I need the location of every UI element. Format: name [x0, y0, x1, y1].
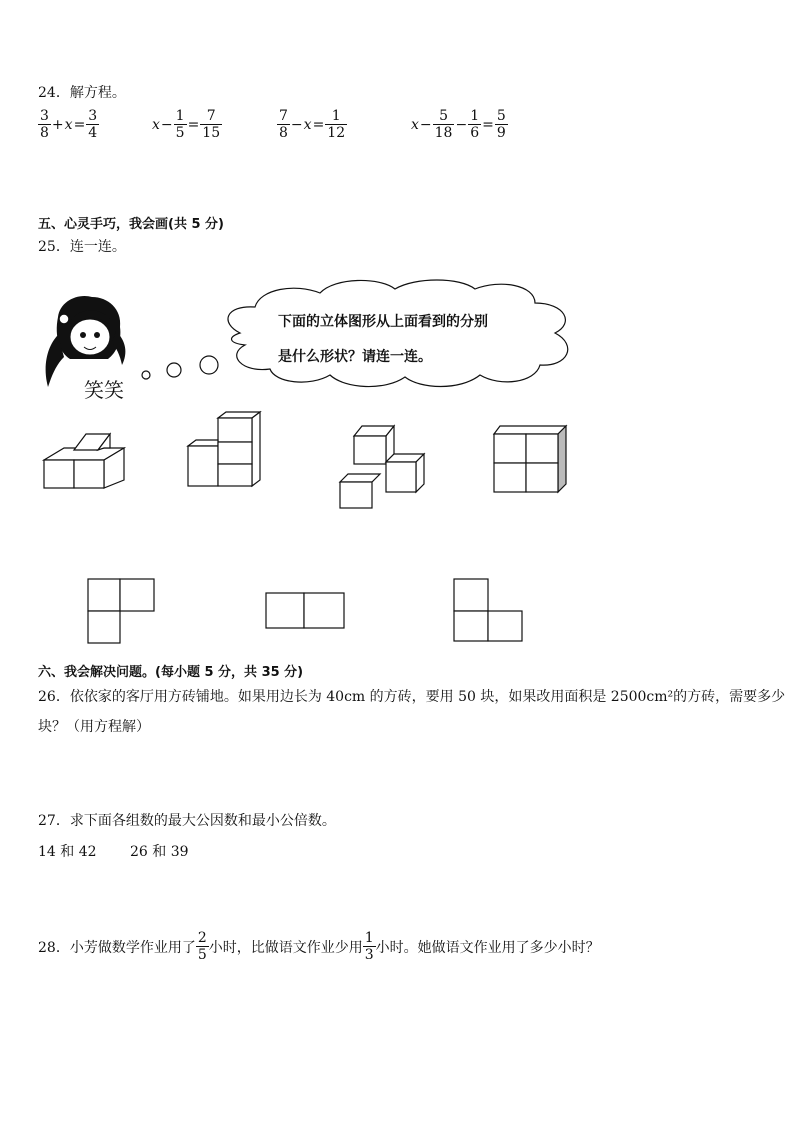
fraction: $\frac{1}{5}$	[175, 108, 185, 141]
fraction: $\frac{1}{12}$	[327, 108, 346, 141]
top-view-1	[88, 579, 154, 643]
character-name: 笑笑	[84, 378, 124, 402]
q28-text: 小时。她做语文作业用了多少小时？	[375, 939, 600, 956]
q28-text: 小时，比做语文作业少用	[208, 939, 363, 956]
bubble-line-1: 下面的立体图形从上面看到的分别	[278, 314, 488, 330]
fraction: $\frac{1}{3}$	[364, 930, 374, 963]
q26-line-2: 块？（用方程解）	[38, 719, 150, 735]
thought-dot	[167, 363, 181, 377]
equation-2: x − $\frac{1}{5}$ = $\frac{7}{15}$	[152, 108, 221, 141]
top-view-2	[266, 593, 344, 628]
q27-group-2: 26 和 39	[130, 844, 189, 860]
solid-2	[188, 412, 260, 486]
q28-question	[38, 930, 600, 963]
fraction: $\frac{2}{5}$	[197, 930, 207, 963]
bubble-line-2: 是什么形状？请连一连。	[278, 349, 432, 365]
fraction: $\frac{1}{6}$	[470, 108, 480, 141]
top-view-3	[454, 579, 522, 641]
thought-dot	[142, 371, 150, 379]
fraction: $\frac{5}{9}$	[496, 108, 506, 141]
q27-title: 27．求下面各组数的最大公因数和最小公倍数。	[38, 813, 336, 829]
solid-4	[494, 426, 566, 492]
fraction: $\frac{5}{18}$	[434, 108, 453, 141]
solids-row	[40, 410, 580, 515]
fraction: $\frac{7}{15}$	[202, 108, 221, 141]
equation-1: $\frac{3}{8}$ + x = $\frac{3}{4}$	[40, 108, 98, 141]
solid-3	[340, 426, 424, 508]
fraction: $\frac{3}{8}$	[40, 108, 49, 141]
solid-1	[44, 434, 124, 488]
q28-text: 28．小芳做数学作业用了	[38, 939, 196, 956]
q24-title: 24．解方程。	[38, 85, 126, 101]
q27-group-1: 14 和 42	[38, 844, 97, 860]
equation-3: $\frac{7}{8}$ − x = $\frac{1}{12}$	[279, 108, 346, 141]
q25-title: 25．连一连。	[38, 239, 126, 255]
top-views-row	[80, 575, 540, 647]
fraction: $\frac{3}{4}$	[88, 108, 98, 141]
fraction: $\frac{7}{8}$	[279, 108, 288, 141]
thought-dot	[200, 356, 218, 374]
equation-4: x − $\frac{5}{18}$ − $\frac{1}{6}$ = $\frac{5}{9}$	[411, 108, 506, 141]
q26-line-1: 26．依依家的客厅用方砖铺地。如果用边长为 40cm 的方砖，要用 50 块，如果改用面积是 2500cm²的方砖，需要多少	[38, 689, 786, 705]
section-6-heading: 六、我会解决问题。(每小题 5 分，共 35 分)	[38, 665, 304, 680]
section-5-heading: 五、心灵手巧，我会画(共 5 分)	[38, 217, 224, 232]
